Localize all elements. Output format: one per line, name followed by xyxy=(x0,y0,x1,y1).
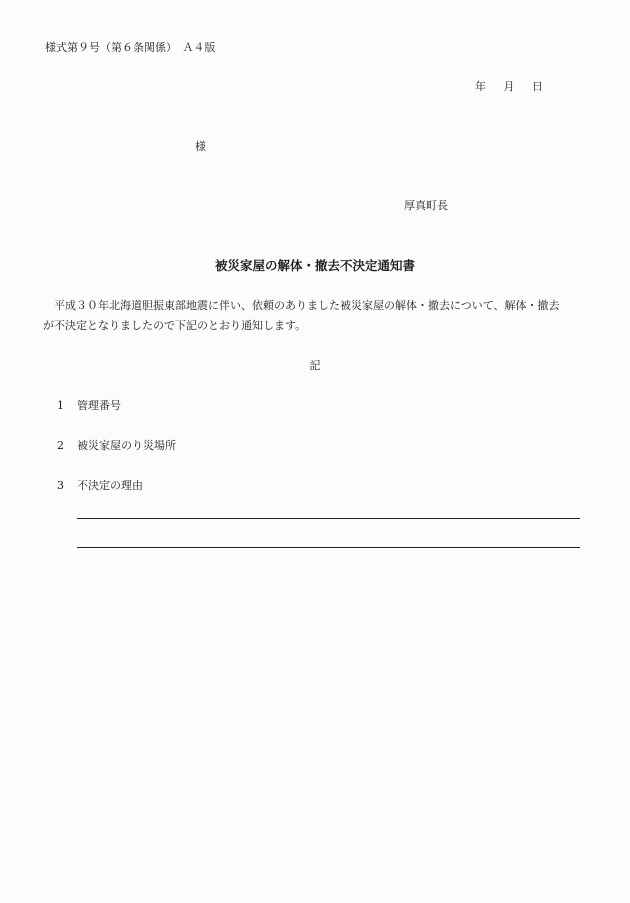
body-line-1: 平成３０年北海道胆振東部地震に伴い、依頼のありました被災家屋の解体・撤去について、解体・撤去 xyxy=(54,299,560,312)
item-number: 1 xyxy=(57,399,64,412)
list-item xyxy=(57,437,176,453)
date-month-label: 月 xyxy=(503,80,515,93)
list-item xyxy=(57,477,143,493)
date-year-label: 年 xyxy=(475,80,486,93)
body-line-2: が不決定となりましたので下記のとおり通知します。 xyxy=(43,319,307,332)
document-title: 被災家屋の解体・撤去不決定通知書 xyxy=(214,258,415,273)
date-day-label: 日 xyxy=(532,80,543,93)
ki-heading: 記 xyxy=(309,359,321,372)
item-label: 被災家屋のり災場所 xyxy=(77,439,176,452)
recipient-honorific: 様 xyxy=(195,140,206,153)
reason-writing-line xyxy=(77,518,580,519)
item-label: 管理番号 xyxy=(77,399,121,412)
item-label: 不決定の理由 xyxy=(77,479,143,492)
list-item xyxy=(57,397,121,413)
reason-writing-line xyxy=(77,547,580,548)
item-number: 3 xyxy=(57,479,64,492)
date-line xyxy=(475,78,543,94)
body-paragraph xyxy=(43,296,595,336)
sender-name: 厚真町長 xyxy=(404,199,448,212)
form-id: 様式第９号（第６条関係） Ａ４版 xyxy=(45,41,216,54)
item-number: 2 xyxy=(57,439,64,452)
